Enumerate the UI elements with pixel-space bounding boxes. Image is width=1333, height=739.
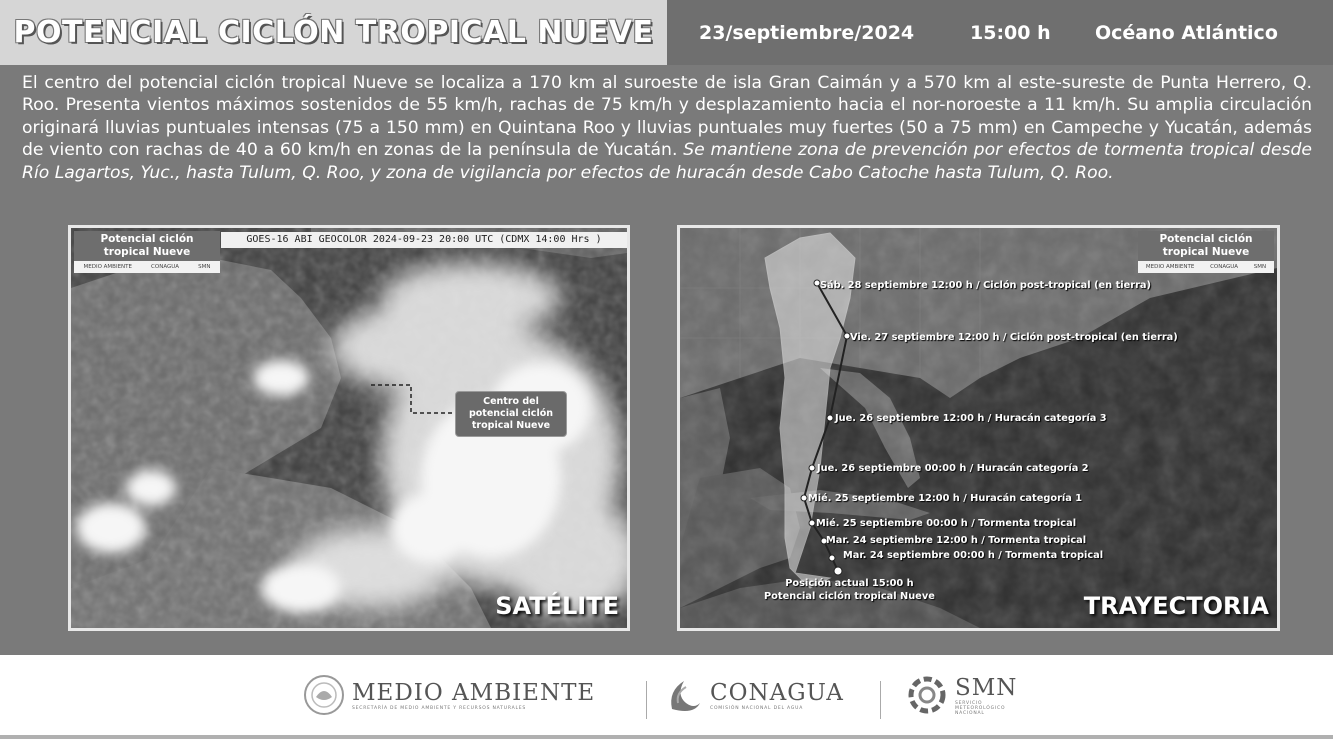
footer-bottom-bar [0, 735, 1333, 739]
footer-logo-smn [903, 673, 1017, 717]
storm-center-label [455, 391, 567, 437]
footer-smn-sub-2: METEOROLÓGICO [955, 705, 1006, 711]
ocean-basin: Océano Atlántico [1095, 21, 1278, 44]
legend-line2: tropical Nueve [103, 246, 191, 258]
footer-logo-medio-ambiente [302, 673, 595, 717]
footer-smn-sub-3: NACIONAL [955, 710, 985, 716]
satellite-panel [68, 225, 630, 631]
logo-medio-ambiente: MEDIO AMBIENTE [83, 264, 132, 270]
bulletin-warning: Se mantiene zona de prevención por efectos de tormenta tropical desde Río Lagartos, Yuc., hasta Tulum, Q. Roo, y zona de vigilancia por efectos de huracán desde Cabo Catoche hasta Tulum, Q. Roo. [22, 140, 1312, 183]
logo-smn: SMN [198, 264, 211, 270]
mexico-seal-icon [302, 673, 346, 717]
center-label-line2: potencial ciclón [468, 408, 553, 419]
center-label-line3: tropical Nueve [471, 420, 551, 431]
footer [0, 655, 1333, 739]
bulletin-text [22, 72, 1312, 184]
center-label-line1: Centro del [483, 396, 539, 407]
page-title: POTENCIAL CICLÓN TROPICAL NUEVE [13, 15, 654, 50]
current-position-line1: Posición actual 15:00 h [785, 578, 914, 589]
legend-line1: Potencial ciclón [1159, 233, 1253, 245]
forecast-point-label: Sáb. 28 septiembre 12:00 h / Ciclón post-tropical (en tierra) [820, 280, 1152, 291]
forecast-point-label: Mié. 25 septiembre 00:00 h / Tormenta tropical [816, 518, 1077, 529]
forecast-point-label: Mié. 25 septiembre 12:00 h / Huracán categoría 1 [808, 493, 1083, 504]
logo-smn: SMN [1253, 264, 1267, 270]
satellite-legend-logos [74, 261, 220, 273]
footer-divider [646, 681, 647, 719]
bulletin-time: 15:00 h [970, 21, 1051, 44]
smn-spiral-icon [903, 673, 951, 717]
footer-divider [880, 681, 881, 719]
trajectory-legend-logos [1138, 261, 1274, 273]
footer-logo-conagua [664, 673, 844, 717]
forecast-point-label: Vie. 27 septiembre 12:00 h / Ciclón post-tropical (en tierra) [850, 332, 1178, 343]
conagua-wave-icon [664, 673, 704, 717]
footer-smn-name: SMN [955, 674, 1018, 701]
forecast-point-label: Jue. 26 septiembre 00:00 h / Huracán categoría 2 [817, 463, 1089, 474]
satellite-title: SATÉLITE [495, 592, 619, 620]
goes-caption: GOES-16 ABI GEOCOLOR 2024-09-23 20:00 UTC (CDMX 14:00 Hrs ) [221, 232, 627, 248]
forecast-point-label: Mar. 24 septiembre 00:00 h / Tormenta tropical [843, 550, 1104, 561]
forecast-point-label: Jue. 26 septiembre 12:00 h / Huracán categoría 3 [835, 413, 1107, 424]
footer-smn-sub-1: SERVICIO [955, 700, 983, 706]
header-title-bar [0, 0, 667, 65]
satellite-legend [74, 231, 220, 261]
logo-medio-ambiente: MEDIO AMBIENTE [1145, 264, 1195, 270]
current-position-line2: Potencial ciclón tropical Nueve [764, 591, 935, 602]
legend-line2: tropical Nueve [1162, 246, 1250, 258]
trajectory-legend [1138, 231, 1274, 261]
current-position-label [764, 577, 935, 603]
bulletin-body: El centro del potencial ciclón tropical Nueve se localiza a 170 km al suroeste de isla Gran Caimán y a 570 km al este-sureste de Punta Herrero, Q. Roo. Presenta vientos máximos sostenidos de 55 km/h, rachas de 75 km/h y desplazamiento hacia el nor-noroeste a 11 km/h. Su amplia circulación originará lluvias puntuales intensas (75 a 150 mm) en Quintana Roo y lluvias puntuales muy fuertes (50 a 75 mm) en Campeche y Yucatán, además de viento con rachas de 40 a 60 km/h en zonas de la península de Yucatán. [22, 73, 1312, 161]
footer-conagua-name: CONAGUA [710, 679, 844, 706]
footer-conagua-sub: COMISIÓN NACIONAL DEL AGUA [710, 705, 804, 711]
footer-medio-ambiente-sub: SECRETARÍA DE MEDIO AMBIENTE Y RECURSOS NATURALES [352, 705, 527, 711]
header-info-bar [667, 0, 1333, 65]
forecast-point-label: Mar. 24 septiembre 12:00 h / Tormenta tropical [826, 535, 1087, 546]
bulletin-date: 23/septiembre/2024 [699, 21, 915, 44]
footer-medio-ambiente-name: MEDIO AMBIENTE [352, 679, 596, 706]
legend-line1: Potencial ciclón [100, 233, 194, 245]
logo-conagua: CONAGUA [151, 264, 180, 270]
logo-conagua: CONAGUA [1210, 264, 1239, 270]
trajectory-panel [677, 225, 1280, 631]
trajectory-title: TRAYECTORIA [1083, 592, 1269, 620]
